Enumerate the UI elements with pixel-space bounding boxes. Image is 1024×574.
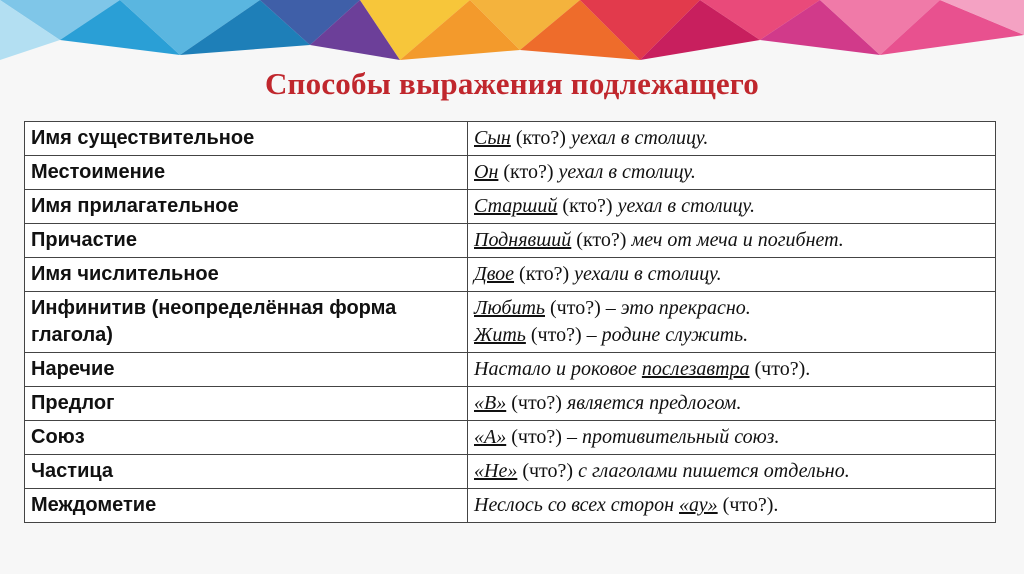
example-line — [474, 458, 987, 485]
table-row — [25, 455, 996, 489]
table-row — [25, 489, 996, 523]
part-of-speech-cell: Частица — [25, 455, 468, 489]
subject-word: Любить — [474, 297, 545, 319]
question-text: (кто?) — [576, 229, 627, 251]
example-cell — [468, 353, 996, 387]
subject-word: послезавтра — [641, 358, 750, 380]
subject-word: «Не» — [474, 460, 518, 482]
part-of-speech-cell: Причастие — [25, 224, 468, 258]
part-of-speech-cell: Союз — [25, 421, 468, 455]
example-line — [474, 390, 987, 417]
example-text: – родине служить. — [581, 324, 749, 346]
example-cell — [468, 387, 996, 421]
example-cell — [468, 122, 996, 156]
example-cell — [468, 421, 996, 455]
part-of-speech-cell: Имя числительное — [25, 258, 468, 292]
example-line — [474, 261, 987, 288]
question-text: (что?) — [530, 324, 582, 346]
example-cell — [468, 190, 996, 224]
subject-word: Поднявший — [474, 229, 572, 251]
subject-word: Он — [474, 161, 499, 183]
part-of-speech-cell: Местоимение — [25, 156, 468, 190]
question-text: (кто?) — [519, 263, 570, 285]
example-line — [474, 424, 987, 451]
table-row — [25, 156, 996, 190]
question-text: (что?) — [511, 426, 562, 448]
example-text: уехал в столицу. — [612, 195, 755, 217]
subject-word: Жить — [474, 324, 526, 346]
table-row — [25, 292, 996, 353]
table-row — [25, 224, 996, 258]
example-line — [474, 125, 987, 152]
table-row — [25, 258, 996, 292]
example-line — [474, 159, 987, 186]
example-line — [474, 227, 987, 254]
decorative-banner — [0, 0, 1024, 70]
subject-word: Двое — [474, 263, 515, 285]
example-text: уехал в столицу. — [565, 127, 709, 149]
question-text: (что?). — [722, 494, 779, 516]
question-text: (что?) — [511, 392, 562, 414]
part-of-speech-cell: Наречие — [25, 353, 468, 387]
example-text: является предлогом. — [561, 392, 742, 414]
subject-expression-table — [24, 121, 996, 523]
question-text: (кто?) — [515, 127, 566, 149]
subject-word: «ау» — [679, 494, 718, 516]
part-of-speech-cell: Междометие — [25, 489, 468, 523]
example-cell — [468, 455, 996, 489]
table-row — [25, 387, 996, 421]
table-row — [25, 353, 996, 387]
example-text: уехали в столицу. — [569, 263, 722, 285]
example-line — [474, 322, 987, 349]
part-of-speech-cell: Инфинитив (неопределённая форма глагола) — [25, 292, 468, 353]
example-text: – это прекрасно. — [600, 297, 751, 319]
example-text: Настало и роковое — [474, 358, 642, 380]
table-row — [25, 122, 996, 156]
subject-word: «В» — [474, 392, 507, 414]
table-row — [25, 190, 996, 224]
example-line — [474, 193, 987, 220]
example-cell — [468, 292, 996, 353]
part-of-speech-cell: Предлог — [25, 387, 468, 421]
table-row — [25, 421, 996, 455]
part-of-speech-cell: Имя прилагательное — [25, 190, 468, 224]
question-text: (что?) — [550, 297, 601, 319]
question-text: (кто?) — [503, 161, 554, 183]
subject-word: Сын — [474, 127, 511, 149]
example-line — [474, 356, 987, 383]
question-text: (кто?) — [562, 195, 613, 217]
page-title: Способы выражения подлежащего — [264, 66, 760, 101]
example-text: – противительный союз. — [561, 426, 780, 448]
subject-word: Старший — [474, 195, 558, 217]
example-line — [474, 295, 987, 322]
subject-word: «А» — [474, 426, 507, 448]
part-of-speech-cell: Имя существительное — [25, 122, 468, 156]
example-text: уехал в столицу. — [553, 161, 696, 183]
question-text: (что?) — [522, 460, 574, 482]
example-line — [474, 492, 987, 519]
example-text: Неслось со всех сторон — [474, 494, 680, 516]
example-cell — [468, 224, 996, 258]
question-text: (что?). — [754, 358, 811, 380]
example-cell — [468, 258, 996, 292]
example-cell — [468, 156, 996, 190]
example-text: с глаголами пишется отдельно. — [573, 460, 850, 482]
example-text: меч от меча и погибнет. — [626, 229, 844, 251]
example-cell — [468, 489, 996, 523]
